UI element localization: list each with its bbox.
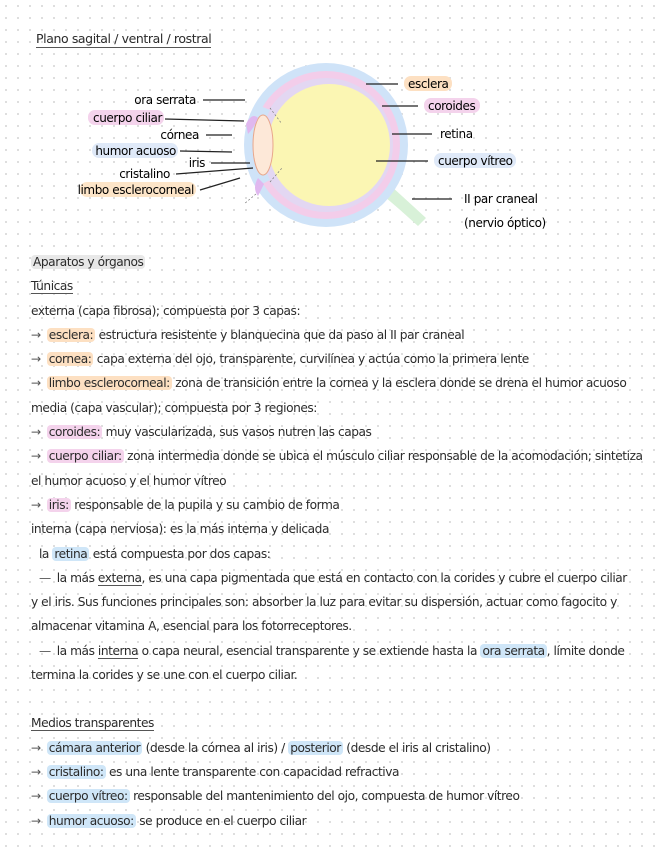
label-cornea: córnea bbox=[160, 128, 199, 142]
item-cristalino: → cristalino: es una lente transparente con capacidad refractiva bbox=[31, 764, 400, 779]
item-cuerpo-ciliar-cont: el humor acuoso y el humor vítreo bbox=[31, 473, 227, 488]
vitreous-shape bbox=[268, 84, 390, 206]
section-title-medios: Medios transparentes bbox=[31, 716, 154, 731]
item-cuerpo-vitreo: → cuerpo vítreo: responsable del mantenimiento del ojo, compuesta de humor vítreo bbox=[31, 789, 520, 804]
label-humor-acuoso: humor acuoso bbox=[95, 144, 176, 158]
section-title-tunicas: Túnicas bbox=[31, 279, 73, 294]
item-humor-acuoso: → humor acuoso: se produce en el cuerpo ciliar bbox=[31, 813, 307, 828]
label-iris: iris bbox=[188, 156, 205, 170]
label-esclera: esclera bbox=[408, 77, 449, 91]
item-capa-externa: — la más externa, es una capa pigmentada que está en contacto con la corides y cubre el cuerpo ciliar y el iris. Sus funciones principales son: absorber la luz para evitar su dispersión, actuar como fagocito y almacenar vitamina A, esencial para los fotorreceptores. bbox=[31, 570, 627, 634]
label-coroides: coroides bbox=[428, 99, 476, 113]
label-cristalino: cristalino bbox=[119, 167, 170, 181]
label-ora-serrata: ora serrata bbox=[134, 93, 196, 107]
item-retina: la retina está compuesta por dos capas: bbox=[39, 546, 271, 561]
label-cuerpo-ciliar: cuerpo ciliar bbox=[93, 111, 162, 125]
label-nerve-1: II par craneal bbox=[464, 192, 538, 206]
item-esclera: → esclera: estructura resistente y blanquecina que da paso al II par craneal bbox=[31, 327, 465, 342]
item-capa-interna: — la más interna o capa neural, esencial transparente y se extiende hasta la ora serrata , límite donde termina la corides y se une con el cuerpo ciliar. bbox=[31, 643, 625, 683]
section-title-aparatos: Aparatos y órganos bbox=[33, 255, 144, 269]
eye-diagram bbox=[0, 0, 656, 250]
item-iris: → iris: responsable de la pupila y su cambio de forma bbox=[31, 497, 340, 512]
label-retina: retina bbox=[440, 127, 473, 141]
item-cornea: → cornea: capa externa del ojo, transparente, curvilínea y actúa como la primera lente bbox=[31, 352, 529, 367]
item-limbo: → limbo esclerocorneal: zona de transición entre la cornea y la esclera donde se drena el humor acuoso bbox=[31, 376, 627, 391]
tunica-interna: interna (capa nerviosa): es la más interna y delicada bbox=[31, 522, 329, 537]
item-cuerpo-ciliar: → cuerpo ciliar: zona intermedia donde se ubica el músculo ciliar responsable de la acomodación; sintetiza bbox=[31, 449, 643, 464]
tunica-media: media (capa vascular); compuesta por 3 regiones: bbox=[31, 400, 317, 415]
tunica-externa: externa (capa fibrosa); compuesta por 3 capas: bbox=[31, 303, 301, 318]
lens-shape bbox=[253, 115, 273, 175]
label-nerve-2: (nervio óptico) bbox=[464, 216, 546, 230]
item-camara: → cámara anterior (desde la córnea al iris) / posterior (desde el iris al cristalino) bbox=[31, 740, 491, 755]
diagram-title: Plano sagital / ventral / rostral bbox=[36, 31, 212, 46]
label-cuerpo-vitreo: cuerpo vítreo bbox=[438, 154, 513, 168]
label-limbo: limbo esclerocorneal bbox=[77, 183, 194, 197]
notes bbox=[31, 250, 643, 833]
item-coroides: → coroides: muy vascularizada, sus vasos nutren las capas bbox=[31, 425, 372, 440]
